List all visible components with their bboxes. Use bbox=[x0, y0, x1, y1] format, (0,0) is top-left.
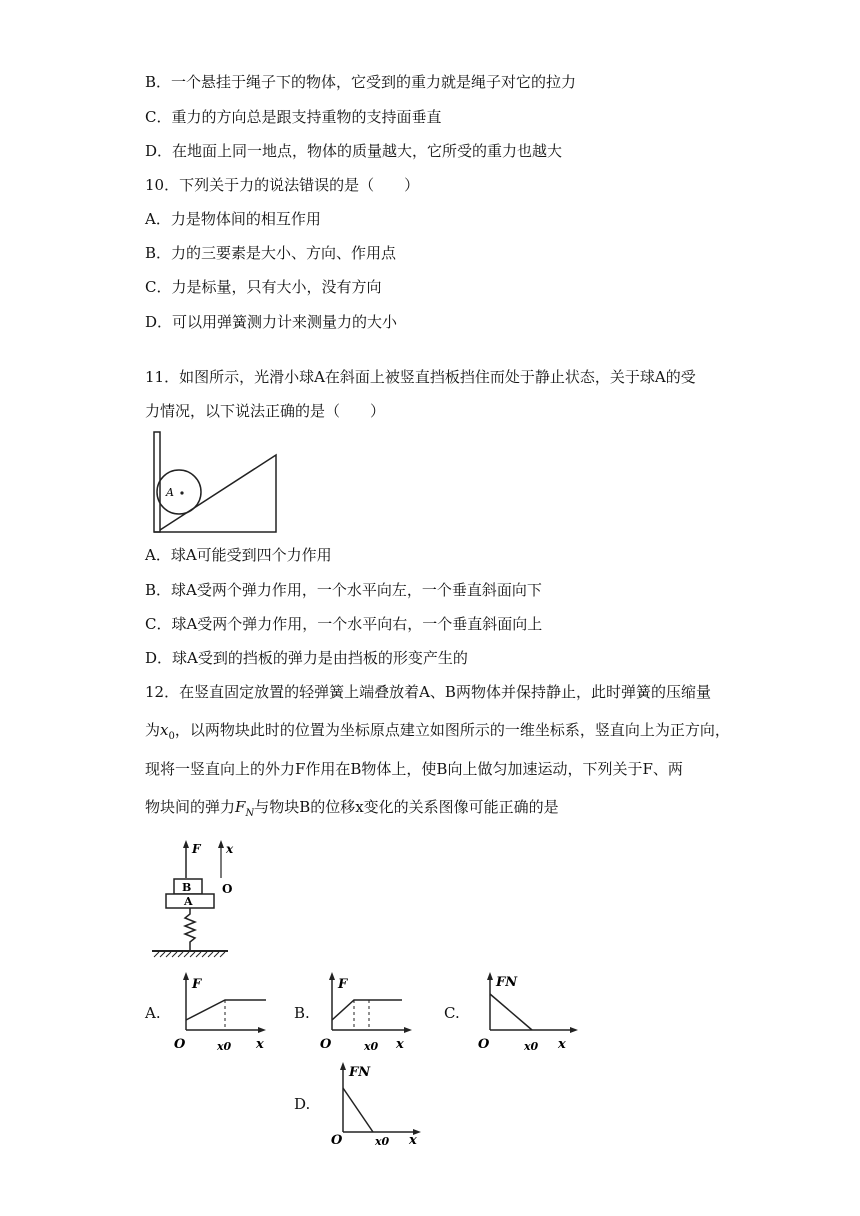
q10-stem: 10．下列关于力的说法错误的是（ ） bbox=[145, 176, 420, 194]
ball-a bbox=[157, 470, 201, 514]
q12-option-c-letter: C. bbox=[444, 1004, 460, 1022]
svg-text:x: x bbox=[409, 1133, 417, 1148]
svg-text:F: F bbox=[192, 842, 201, 856]
q10-option-a: A．力是物体间的相互作用 bbox=[145, 210, 321, 228]
svg-text:FN: FN bbox=[349, 1065, 371, 1080]
q11-option-b: B．球A受两个弹力作用，一个水平向左，一个垂直斜面向下 bbox=[145, 581, 542, 599]
q11-option-a: A．球A可能受到四个力作用 bbox=[145, 546, 332, 564]
svg-text:O: O bbox=[331, 1133, 343, 1148]
svg-text:O: O bbox=[478, 1037, 490, 1052]
svg-text:FN: FN bbox=[496, 975, 518, 990]
ball-label: A bbox=[166, 486, 174, 499]
svg-text:O: O bbox=[222, 882, 233, 896]
q12-option-a-letter: A. bbox=[145, 1004, 161, 1022]
q9-option-c: C．重力的方向总是跟支持重物的支持面垂直 bbox=[145, 108, 442, 126]
svg-text:O: O bbox=[320, 1037, 332, 1052]
q12-option-a-graph bbox=[170, 968, 270, 1058]
q11-option-c: C．球A受两个弹力作用，一个水平向右，一个垂直斜面向上 bbox=[145, 615, 543, 633]
q10-option-c: C．力是标量，只有大小，没有方向 bbox=[145, 278, 382, 296]
svg-text:x0: x0 bbox=[375, 1135, 390, 1148]
q12-option-b-letter: B. bbox=[294, 1004, 310, 1022]
q12-setup-figure bbox=[150, 838, 240, 964]
svg-text:F: F bbox=[192, 977, 202, 992]
q10-option-d: D．可以用弹簧测力计来测量力的大小 bbox=[145, 313, 398, 331]
q12-stem-line2: 为$x_0$，以两物块此时的位置为坐标原点建立如图所示的一维坐标系，竖直向上为正方向， bbox=[145, 721, 730, 742]
svg-text:x: x bbox=[558, 1037, 566, 1052]
svg-text:B: B bbox=[182, 881, 192, 894]
q12-option-d-graph bbox=[327, 1058, 427, 1148]
svg-text:x0: x0 bbox=[364, 1040, 379, 1053]
q9-option-b: B．一个悬挂于绳子下的物体，它受到的重力就是绳子对它的拉力 bbox=[145, 73, 577, 91]
svg-text:x0: x0 bbox=[217, 1040, 232, 1053]
q11-figure bbox=[148, 430, 282, 536]
q12-stem-line4: 物块间的弹力$F_N$与物块B的位移x变化的关系图像可能正确的是 bbox=[145, 798, 559, 819]
svg-text:O: O bbox=[174, 1037, 186, 1052]
q11-option-d: D．球A受到的挡板的弹力是由挡板的形变产生的 bbox=[145, 649, 468, 667]
q10-option-b: B．力的三要素是大小、方向、作用点 bbox=[145, 244, 397, 262]
q12-option-b-graph bbox=[316, 968, 416, 1058]
svg-text:x: x bbox=[256, 1037, 264, 1052]
q11-stem-line1: 11．如图所示，光滑小球A在斜面上被竖直挡板挡住而处于静止状态，关于球A的受 bbox=[145, 368, 696, 386]
q12-stem-line3: 现将一竖直向上的外力F作用在B物体上，使B向上做匀加速运动，下列关于F、两 bbox=[145, 760, 683, 778]
svg-text:F: F bbox=[338, 977, 348, 992]
svg-text:x0: x0 bbox=[524, 1040, 539, 1053]
q12-stem-line1: 12．在竖直固定放置的轻弹簧上端叠放着A、B两物体并保持静止，此时弹簧的压缩量 bbox=[145, 683, 711, 701]
svg-text:A: A bbox=[184, 895, 193, 908]
q11-stem-line2: 力情况，以下说法正确的是（ ） bbox=[145, 402, 386, 420]
svg-text:x: x bbox=[226, 842, 234, 856]
q9-option-d: D．在地面上同一地点，物体的质量越大，它所受的重力也越大 bbox=[145, 142, 563, 160]
q12-option-c-graph bbox=[474, 968, 584, 1058]
svg-text:x: x bbox=[396, 1037, 404, 1052]
q12-option-d-letter: D. bbox=[294, 1095, 311, 1113]
